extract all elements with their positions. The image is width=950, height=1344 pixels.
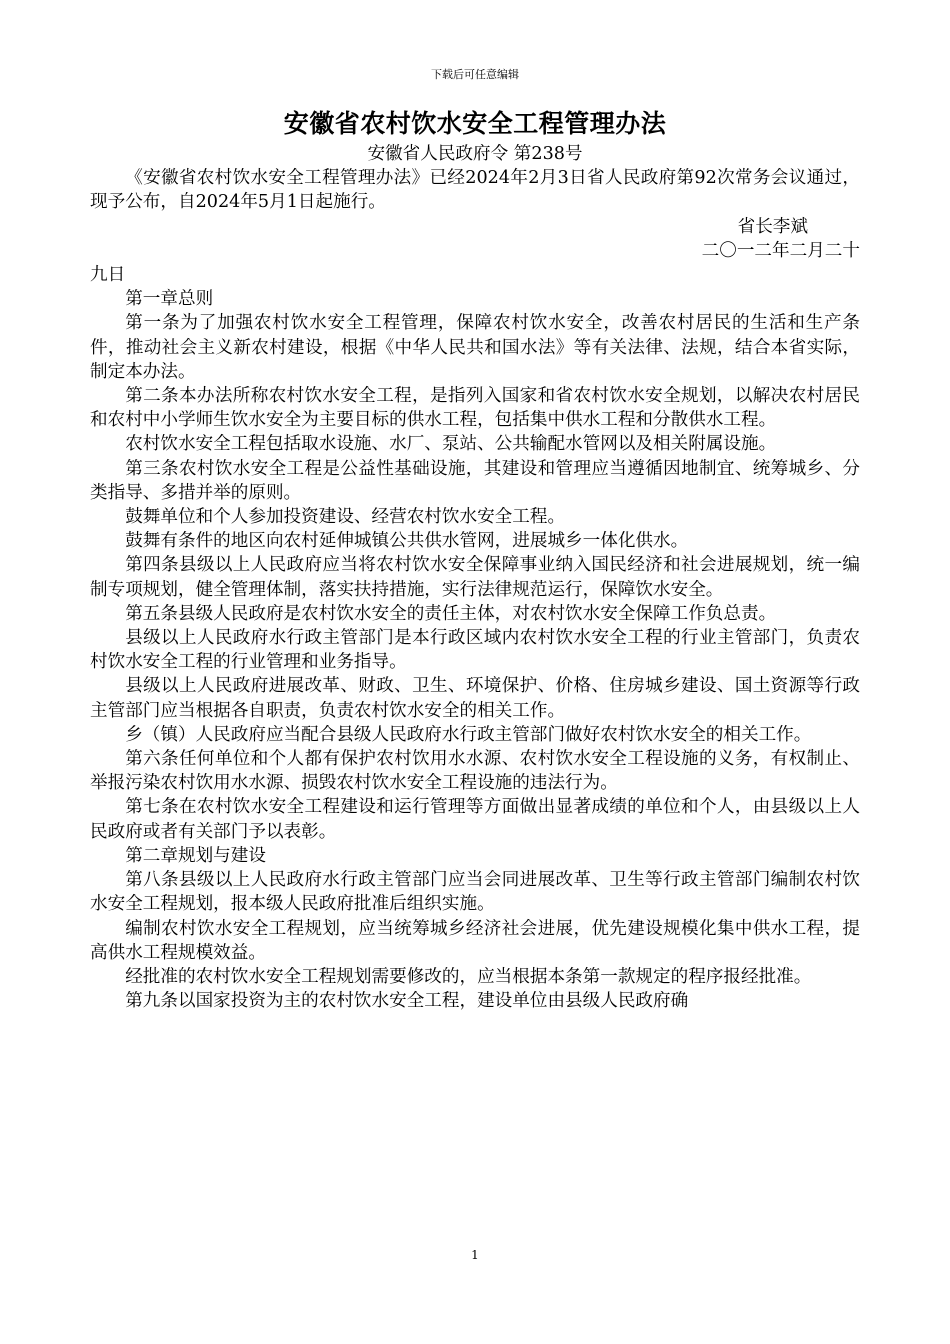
document-body (90, 142, 860, 1013)
article-paragraph: 经批准的农村饮水安全工程规划需要修改的，应当根据本条第一款规定的程序报经批准。 (125, 966, 812, 987)
article-paragraph: 编制农村饮水安全工程规划，应当统筹城乡经济社会进展，优先建设规模化集中供水工程，提高供水工程规模效益。 (90, 918, 860, 963)
article-paragraph: 县级以上人民政府水行政主管部门是本行政区域内农村饮水安全工程的行业主管部门，负责农村饮水安全工程的行业管理和业务指导。 (90, 628, 860, 673)
article-paragraph: 鼓舞有条件的地区向农村延伸城镇公共供水管网，进展城乡一体化供水。 (125, 531, 689, 552)
article-paragraph: 第三条农村饮水安全工程是公益性基础设施，其建设和管理应当遵循因地制宜、统筹城乡、分类指导、多措并举的原则。 (90, 458, 860, 503)
chapter-heading: 第一章总则 (125, 289, 214, 310)
article-paragraph: 第二条本办法所称农村饮水安全工程，是指列入国家和省农村饮水安全规划，以解决农村居民和农村中小学师生饮水安全为主要目标的供水工程，包括集中供水工程和分散供水工程。 (90, 386, 860, 431)
article-paragraph: 第四条县级以上人民政府应当将农村饮水安全保障事业纳入国民经济和社会进展规划，统一编制专项规划，健全管理体制，落实扶持措施，实行法律规范运行，保障饮水安全。 (90, 555, 860, 600)
article-paragraph: 第七条在农村饮水安全工程建设和运行管理等方面做出显著成绩的单位和个人，由县级以上人民政府或者有关部门予以表彰。 (90, 797, 860, 842)
article-paragraph: 第一条为了加强农村饮水安全工程管理，保障农村饮水安全，改善农村居民的生活和生产条件，推动社会主义新农村建设，根据《中华人民共和国水法》等有关法律、法规，结合本省实际，制定本办法。 (90, 313, 860, 382)
article-paragraph: 第九条以国家投资为主的农村饮水安全工程，建设单位由县级人民政府确 (125, 991, 689, 1012)
article-paragraph: 第八条县级以上人民政府水行政主管部门应当会同进展改革、卫生等行政主管部门编制农村饮水安全工程规划，报本级人民政府批准后组织实施。 (90, 870, 860, 915)
promulgation-paragraph: 《安徽省农村饮水安全工程管理办法》已经2024年2月3日省人民政府第92次常务会议通过，现予公布，自2024年5月1日起施行。 (90, 168, 860, 213)
document-title: 安徽省农村饮水安全工程管理办法 (283, 109, 667, 138)
decree-line: 安徽省人民政府令 第238号 (367, 144, 583, 164)
article-paragraph: 第五条县级人民政府是农村饮水安全的责任主体，对农村饮水安全保障工作负总责。 (125, 603, 777, 624)
article-paragraph: 鼓舞单位和个人参加投资建设、经营农村饮水安全工程。 (125, 507, 566, 528)
header-note: 下载后可任意编辑 (431, 68, 519, 81)
article-paragraph: 县级以上人民政府进展改革、财政、卫生、环境保护、价格、住房城乡建设、国土资源等行政主管部门应当根据各自职责，负责农村饮水安全的相关工作。 (90, 676, 860, 721)
article-paragraph: 农村饮水安全工程包括取水设施、水厂、泵站、公共输配水管网以及相关附属设施。 (125, 434, 777, 455)
date-continuation: 九日 (90, 265, 126, 286)
article-paragraph: 乡（镇）人民政府应当配合县级人民政府水行政主管部门做好农村饮水安全的相关工作。 (125, 724, 812, 745)
page-number: 1 (471, 1248, 479, 1262)
signature: 省长李斌 (737, 216, 808, 237)
chapter-heading: 第二章规划与建设 (125, 845, 266, 866)
article-paragraph: 第六条任何单位和个人都有保护农村饮用水水源、农村饮水安全工程设施的义务，有权制止、举报污染农村饮用水水源、损毁农村饮水安全工程设施的违法行为。 (90, 749, 860, 794)
date-line: 二〇一二年二月二十 (701, 240, 860, 261)
